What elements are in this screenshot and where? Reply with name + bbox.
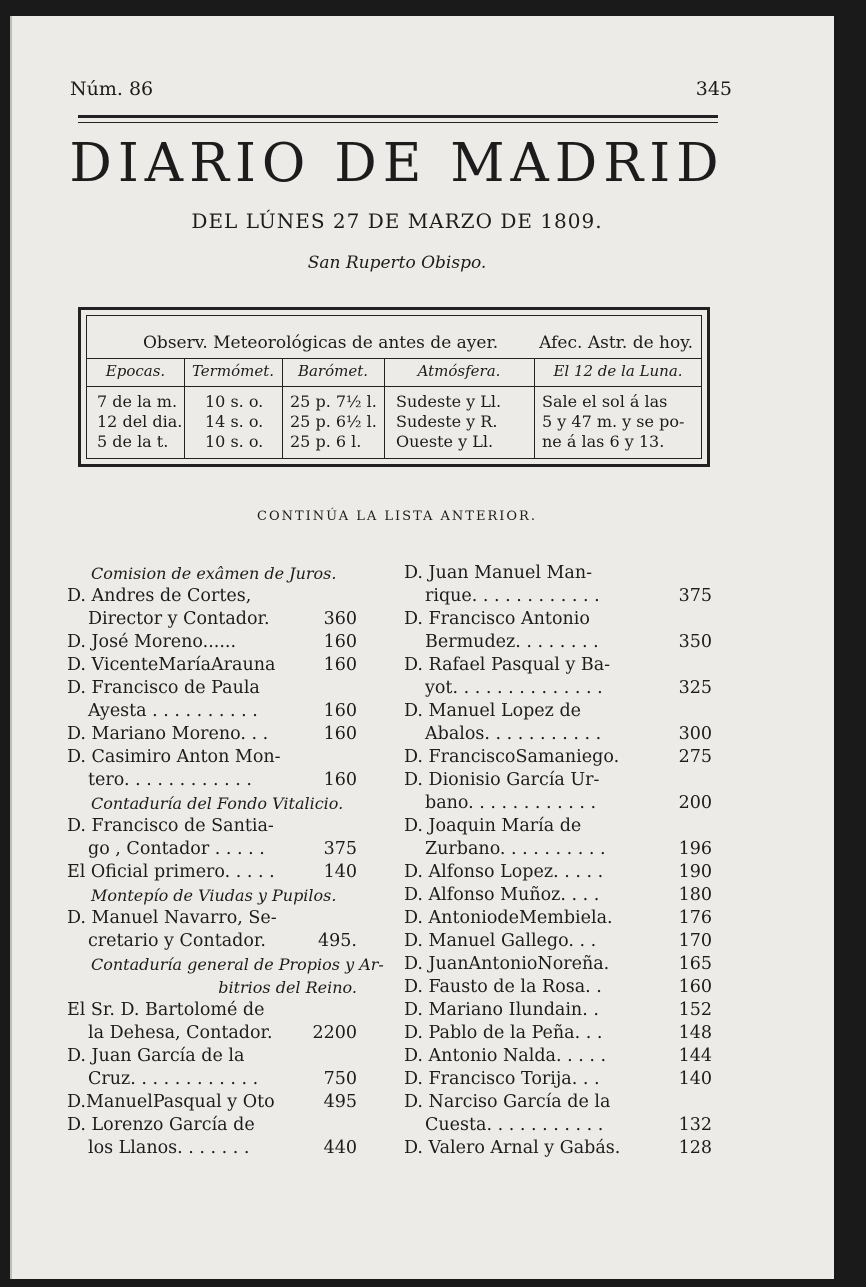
entry-name: los Llanos. . . . . . . [88, 1138, 250, 1158]
entry-name: D. Alfonso Lopez. . . . . [404, 862, 604, 882]
list-item [67, 769, 357, 792]
entry-name: D. Joaquin María de [404, 816, 582, 836]
list-item [404, 608, 712, 631]
entry-name: go , Contador . . . . . [88, 839, 265, 859]
entry-name: cretario y Contador. [88, 931, 266, 951]
list-item [67, 838, 357, 861]
list-item [404, 1091, 712, 1114]
entry-name: D. José Moreno...... [67, 632, 237, 652]
entry-name: D. Mariano Moreno. . . [67, 724, 269, 744]
list-item [67, 1068, 357, 1091]
entry-amount: 165 [678, 954, 712, 974]
entry-amount: 350 [678, 632, 712, 652]
section-heading [67, 562, 357, 585]
entry-amount: 325 [678, 678, 712, 698]
list-item [67, 815, 357, 838]
entry-name: D. Rafael Pasqual y Ba- [404, 655, 611, 675]
weather-termometro: 10 s. o. [205, 392, 264, 411]
entry-amount: 495 [323, 1092, 357, 1112]
entry-amount: 190 [678, 862, 712, 882]
section-heading [67, 976, 357, 999]
list-item [404, 815, 712, 838]
list-item [67, 1022, 357, 1045]
entry-name: rique. . . . . . . . . . . . [425, 586, 600, 606]
col-header-epocas: Epocas. [105, 362, 166, 380]
col-header-luna: El 12 de la Luna. [553, 362, 683, 380]
list-column-right [404, 562, 712, 1160]
weather-epoca: 7 de la m. [97, 392, 178, 411]
entry-name: D. Juan Manuel Man- [404, 563, 593, 583]
entry-name: Bermudez. . . . . . . . [425, 632, 599, 652]
newspaper-page [10, 16, 834, 1279]
list-item [404, 677, 712, 700]
entry-amount: 495. [318, 931, 357, 951]
list-item [67, 1091, 357, 1114]
entry-amount: 128 [678, 1138, 712, 1158]
list-item [404, 1137, 712, 1160]
weather-divider [87, 358, 701, 359]
entry-name: D. AntoniodeMembiela. [404, 908, 613, 928]
entry-name: Contaduría del Fondo Vitalicio. [91, 794, 344, 813]
list-item [404, 861, 712, 884]
entry-name: D. Valero Arnal y Gabás. [404, 1138, 621, 1158]
list-item [404, 792, 712, 815]
weather-atmosfera: Sudeste y Ll. [396, 392, 502, 411]
list-item [404, 746, 712, 769]
list-item [67, 930, 357, 953]
list-item [404, 1022, 712, 1045]
entry-name: D. Francisco Antonio [404, 609, 590, 629]
header-rule-thin [78, 122, 718, 123]
list-item [67, 999, 357, 1022]
entry-name: Contaduría general de Propios y Ar- [91, 955, 384, 974]
list-item [404, 930, 712, 953]
entry-name: bano. . . . . . . . . . . . [425, 793, 597, 813]
astro-line: Sale el sol á las [542, 392, 668, 411]
entry-name: D. Manuel Navarro, Se- [67, 908, 277, 928]
entry-name: D. Francisco de Paula [67, 678, 260, 698]
list-item [67, 677, 357, 700]
list-item [67, 746, 357, 769]
entry-name: D. Antonio Nalda. . . . . [404, 1046, 607, 1066]
entry-name: D. Narciso García de la [404, 1092, 611, 1112]
entry-name: D. Lorenzo García de [67, 1115, 255, 1135]
entry-name: Zurbano. . . . . . . . . . [425, 839, 606, 859]
entry-name: El Oficial primero. . . . . [67, 862, 275, 882]
entry-amount: 148 [678, 1023, 712, 1043]
issue-number: Núm. 86 [70, 78, 154, 100]
entry-name: la Dehesa, Contador. [88, 1023, 273, 1043]
entry-amount: 160 [323, 655, 357, 675]
entry-name: D. Francisco Torija. . . [404, 1069, 600, 1089]
entry-name: Ayesta . . . . . . . . . . [88, 701, 258, 721]
entry-amount: 160 [678, 977, 712, 997]
weather-title: Observ. Meteorológicas de antes de ayer. [143, 333, 499, 353]
entry-name: Abalos. . . . . . . . . . . [425, 724, 602, 744]
entry-name: Cuesta. . . . . . . . . . . [425, 1115, 604, 1135]
weather-epoca: 5 de la t. [97, 432, 169, 451]
entry-name: D. Alfonso Muñoz. . . . [404, 885, 600, 905]
entry-amount: 176 [678, 908, 712, 928]
entry-name: Comision de exâmen de Juros. [91, 564, 337, 583]
list-item [404, 654, 712, 677]
list-item [404, 953, 712, 976]
entry-name: D. Manuel Gallego. . . [404, 931, 597, 951]
entry-name: D. Juan García de la [67, 1046, 245, 1066]
col-header-barometro: Barómet. [297, 362, 369, 380]
saint-of-day: San Ruperto Obispo. [307, 253, 487, 273]
weather-atmosfera: Sudeste y R. [396, 412, 498, 431]
entry-amount: 440 [323, 1138, 357, 1158]
list-item [404, 1068, 712, 1091]
entry-name: D. Pablo de la Peña. . . [404, 1023, 603, 1043]
entry-name: D. Manuel Lopez de [404, 701, 581, 721]
list-item [404, 999, 712, 1022]
list-item [67, 723, 357, 746]
entry-amount: 300 [678, 724, 712, 744]
entry-amount: 360 [323, 609, 357, 629]
list-item [404, 1114, 712, 1137]
entry-amount: 750 [323, 1069, 357, 1089]
list-item [404, 700, 712, 723]
entry-name: El Sr. D. Bartolomé de [67, 1000, 265, 1020]
masthead-title: DIARIO DE MADRID [69, 133, 725, 194]
entry-name: D. VicenteMaríaArauna [67, 655, 276, 675]
entry-amount: 275 [678, 747, 712, 767]
entry-amount: 140 [678, 1069, 712, 1089]
entry-amount: 200 [678, 793, 712, 813]
entry-name: Cruz. . . . . . . . . . . . [88, 1069, 259, 1089]
entry-name: D. Casimiro Anton Mon- [67, 747, 281, 767]
entry-name: yot. . . . . . . . . . . . . . [425, 678, 603, 698]
weather-barometro: 25 p. 6 l. [290, 432, 362, 451]
page-number: 345 [695, 78, 732, 100]
entry-amount: 140 [323, 862, 357, 882]
entry-amount: 180 [678, 885, 712, 905]
entry-amount: 132 [678, 1115, 712, 1135]
weather-table-frame [86, 315, 702, 459]
astro-line: ne á las 6 y 13. [542, 432, 665, 451]
section-heading [67, 953, 384, 976]
entry-amount: 170 [678, 931, 712, 951]
list-item [67, 700, 357, 723]
list-item [67, 608, 357, 631]
entry-name: Montepío de Viudas y Pupilos. [91, 886, 337, 905]
col-header-termometro: Termómet. [191, 362, 275, 380]
weather-termometro: 10 s. o. [205, 432, 264, 451]
entry-name: D. Mariano Ilundain. . [404, 1000, 599, 1020]
list-item [404, 585, 712, 608]
list-item [67, 1114, 357, 1137]
section-heading [67, 884, 357, 907]
entry-name: D. Dionisio García Ur- [404, 770, 600, 790]
entry-amount: 160 [323, 632, 357, 652]
list-item [404, 1045, 712, 1068]
section-heading [67, 792, 357, 815]
weather-atmosfera: Oueste y Ll. [396, 432, 494, 451]
entry-amount: 160 [323, 770, 357, 790]
entry-name: D. Andres de Cortes, [67, 586, 252, 606]
list-column-left [67, 562, 384, 1160]
entry-amount: 196 [678, 839, 712, 859]
entry-name: bitrios del Reino. [218, 978, 357, 997]
astro-title: Afec. Astr. de hoy. [539, 333, 693, 353]
list-item [67, 631, 357, 654]
entry-amount: 152 [678, 1000, 712, 1020]
weather-barometro: 25 p. 6½ l. [290, 412, 377, 431]
entry-amount: 2200 [312, 1023, 357, 1043]
issue-date: DEL LÚNES 27 DE MARZO DE 1809. [191, 209, 603, 233]
weather-termometro: 14 s. o. [205, 412, 264, 431]
entry-name: D. Fausto de la Rosa. . [404, 977, 602, 997]
list-item [67, 1045, 357, 1068]
list-item [67, 585, 357, 608]
astro-line: 5 y 47 m. y se po- [542, 412, 685, 431]
list-item [67, 654, 357, 677]
col-header-atmosfera: Atmósfera. [417, 362, 501, 380]
list-subheading: CONTINÚA LA LISTA ANTERIOR. [257, 509, 537, 524]
entry-name: Director y Contador. [88, 609, 270, 629]
entry-name: D. JuanAntonioNoreña. [404, 954, 610, 974]
list-item [404, 769, 712, 792]
entry-amount: 160 [323, 701, 357, 721]
list-item [67, 861, 357, 884]
entry-name: D.ManuelPasqual y Oto [67, 1092, 275, 1112]
list-item [67, 907, 357, 930]
list-item [404, 562, 712, 585]
list-item [404, 723, 712, 746]
weather-divider [87, 386, 701, 387]
entry-name: tero. . . . . . . . . . . . [88, 770, 252, 790]
list-item [404, 838, 712, 861]
header-rule [78, 115, 718, 118]
list-item [67, 1137, 357, 1160]
entry-amount: 160 [323, 724, 357, 744]
weather-barometro: 25 p. 7½ l. [290, 392, 377, 411]
weather-epoca: 12 del dia. [97, 412, 183, 431]
entry-amount: 144 [678, 1046, 712, 1066]
list-item [404, 884, 712, 907]
entry-name: D. Francisco de Santia- [67, 816, 274, 836]
list-item [404, 976, 712, 999]
list-item [404, 631, 712, 654]
entry-name: D. FranciscoSamaniego. [404, 747, 620, 767]
weather-table [78, 307, 710, 467]
list-item [404, 907, 712, 930]
entry-amount: 375 [678, 586, 712, 606]
entry-amount: 375 [323, 839, 357, 859]
